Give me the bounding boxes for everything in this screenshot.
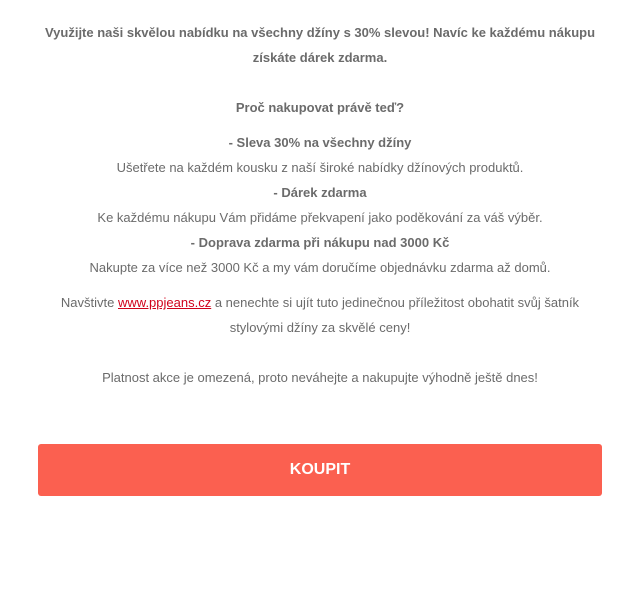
email-body — [38, 20, 602, 390]
buy-button[interactable]: KOUPIT — [38, 444, 602, 496]
intro-line-1: Využijte naši skvělou nabídku na všechny džíny s 30% slevou! Navíc ke každému nákupu — [44, 25, 596, 40]
intro-line-2: získáte dárek zdarma. — [252, 50, 388, 65]
visit-prefix: Navštivte — [60, 295, 118, 310]
benefit-text: Ušetřete na každém kousku z naší široké nabídky džínových produktů. — [116, 160, 524, 175]
benefit-text: Nakupte za více než 3000 Kč a my vám doručíme objednávku zdarma až domů. — [89, 260, 551, 275]
visit-suffix: a nenechte si ujít tuto jedinečnou příležitost obohatit svůj šatník — [211, 295, 580, 310]
benefit-title: - Dárek zdarma — [273, 185, 367, 200]
visit-paragraph — [38, 290, 602, 315]
closing-text: Platnost akce je omezená, proto neváhejte a nakupujte výhodně ještě dnes! — [102, 370, 538, 385]
benefit-title: - Sleva 30% na všechny džíny — [228, 135, 412, 150]
benefit-text: Ke každému nákupu Vám přidáme překvapení jako poděkování za váš výběr. — [97, 210, 543, 225]
why-heading: Proč nakupovat právě teď? — [235, 100, 405, 115]
benefit-title: - Doprava zdarma při nákupu nad 3000 Kč — [190, 235, 450, 250]
website-link[interactable]: www.ppjeans.cz — [118, 295, 212, 310]
visit-line-2: stylovými džíny za skvělé ceny! — [229, 320, 411, 335]
